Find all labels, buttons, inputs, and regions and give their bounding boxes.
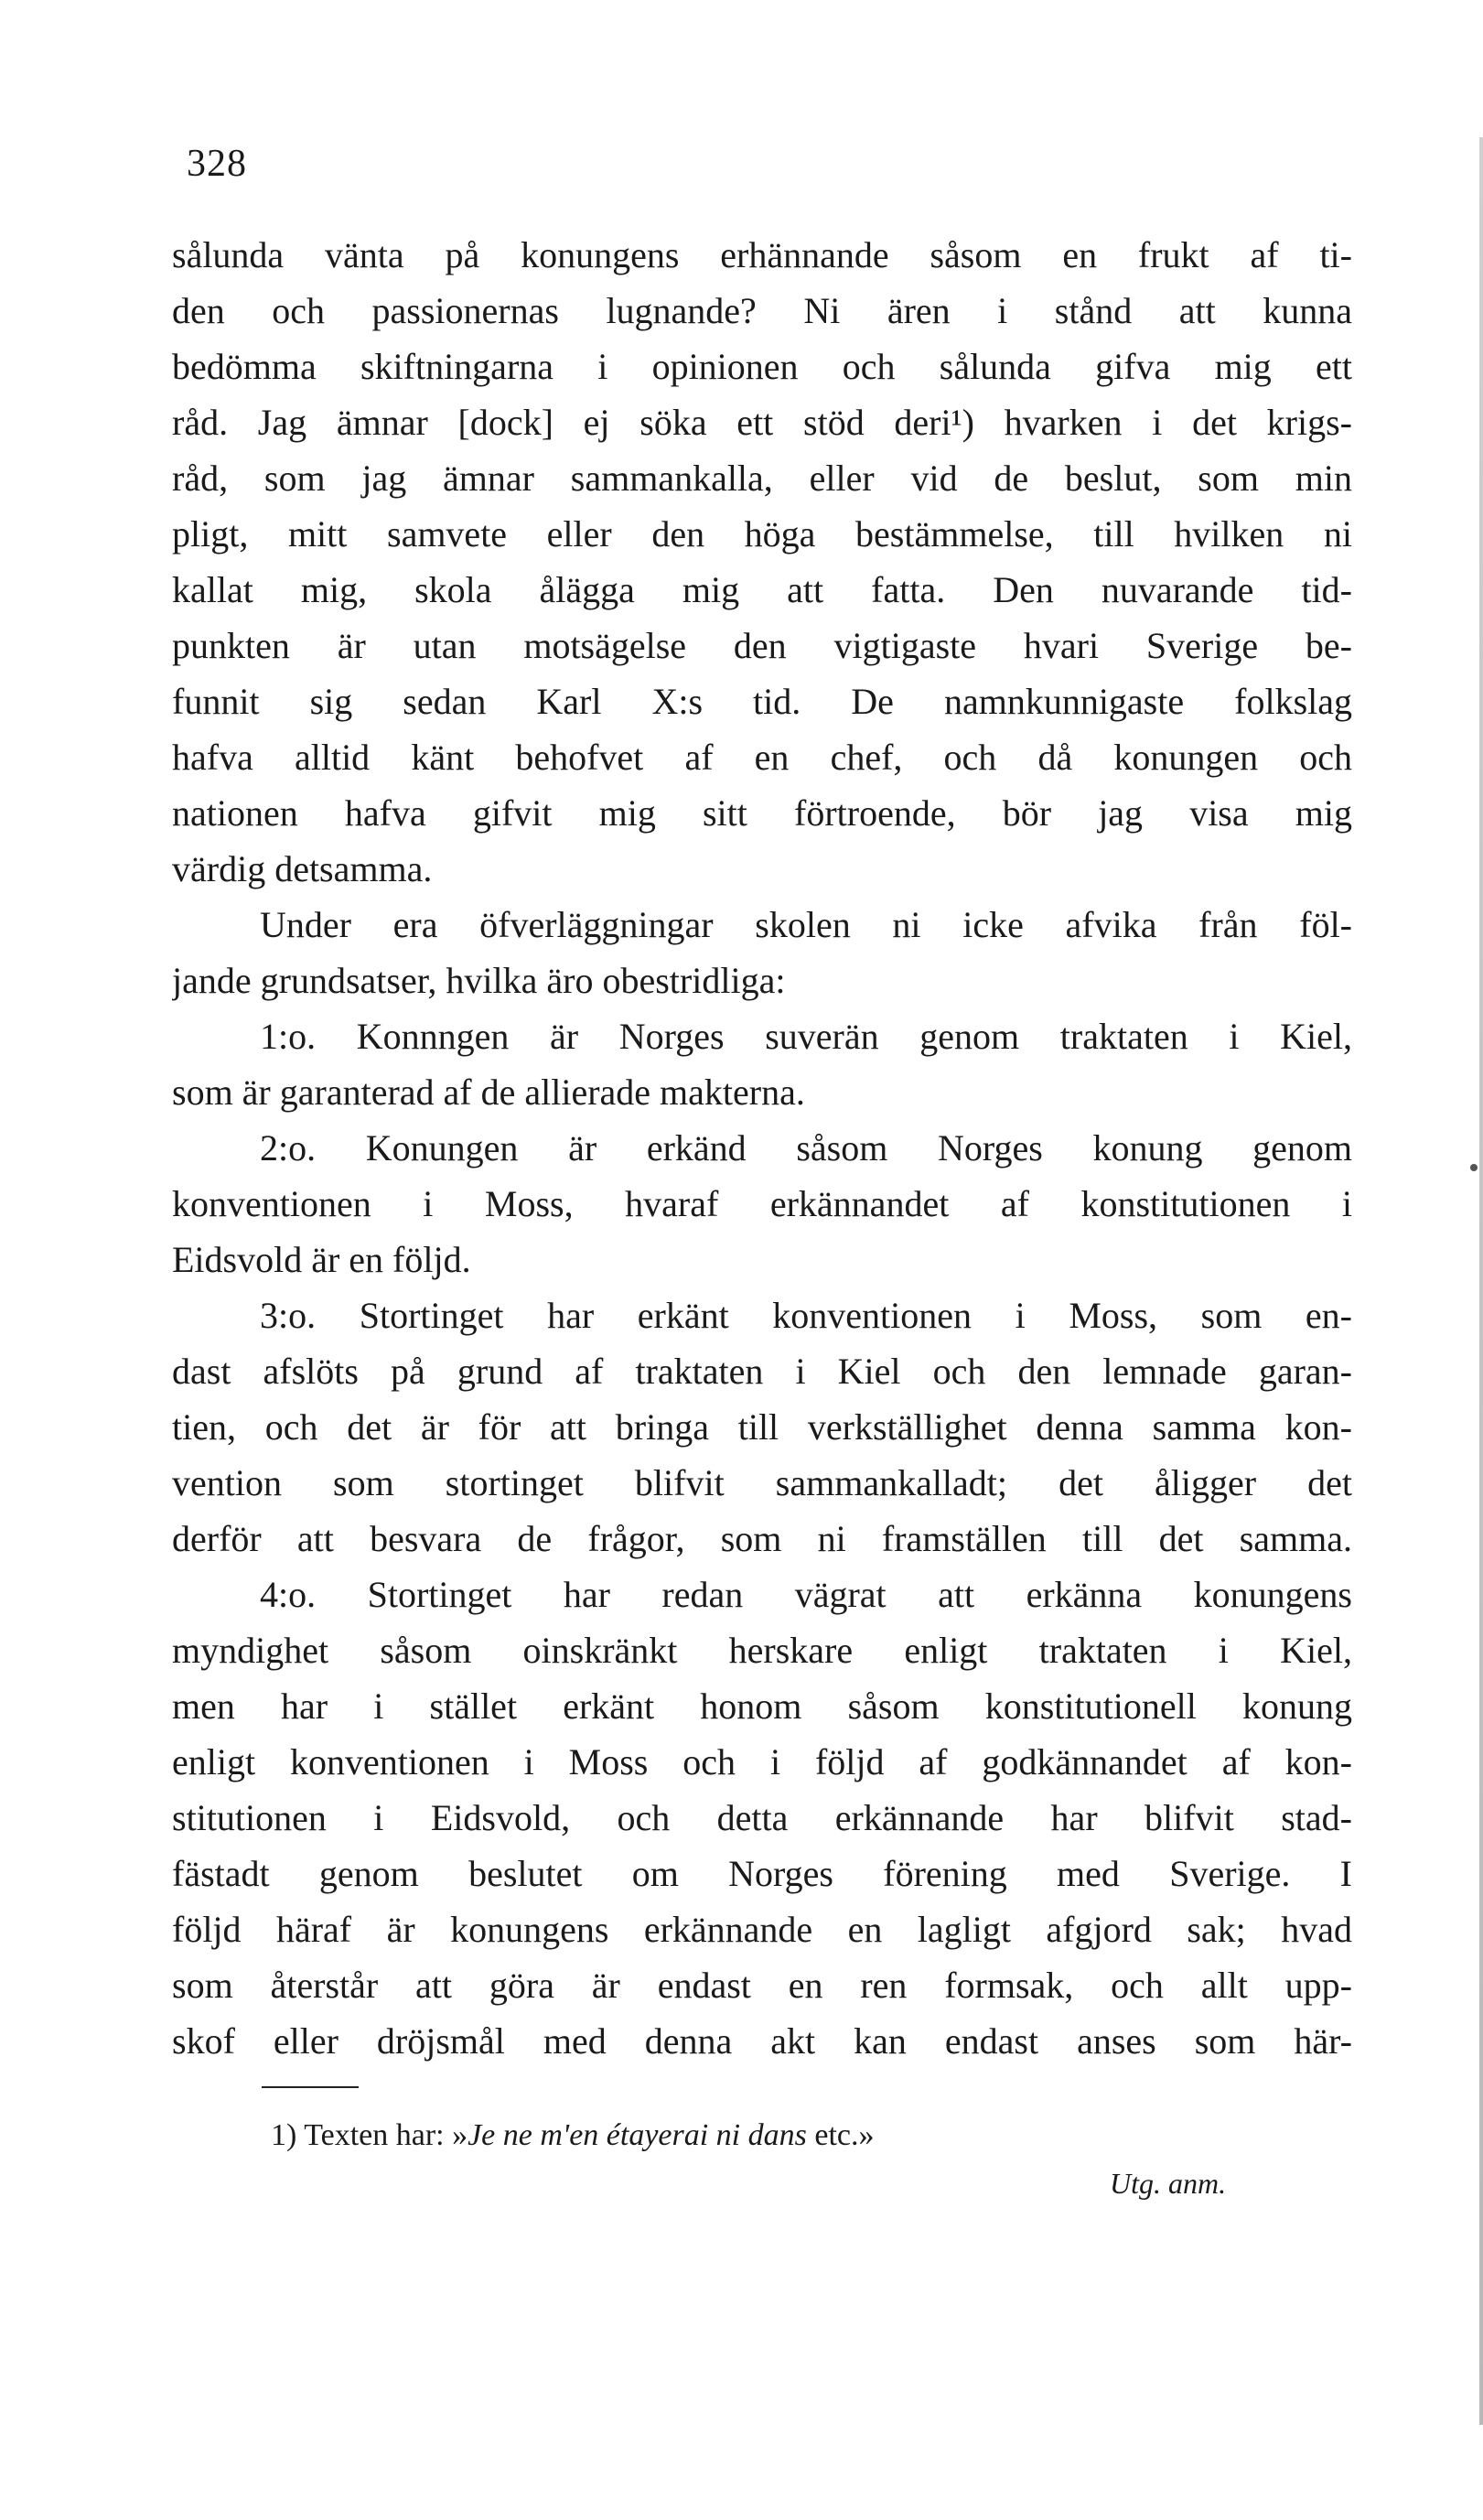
text-line: bedömma skiftningarna i opinionen och sålunda gifva mig ett [172, 346, 1352, 387]
text-line: pligt, mitt samvete eller den höga bestämmelse, till hvilken ni [172, 513, 1352, 555]
text-line: värdig detsamma. [172, 848, 433, 889]
text-line: fästadt genom beslutet om Norges förening med Sverige. I [172, 1853, 1352, 1894]
text-line: vention som stortinget blifvit sammankalladt; det åligger det [172, 1462, 1352, 1503]
text-line: som är garanterad af de allierade makterna. [172, 1072, 805, 1113]
text-line: funnit sig sedan Karl X:s tid. De namnkunnigaste folkslag [172, 681, 1352, 722]
footnote-quote: Je ne m'en étayerai ni dans [467, 2118, 807, 2152]
footnote [271, 2114, 875, 2158]
text-line: hafva alltid känt behofvet af en chef, och då konungen och [172, 737, 1352, 778]
text-line: jande grundsatser, hvilka äro obestridliga: [172, 960, 786, 1001]
text-line: Under era öfverläggningar skolen ni icke afvika från föl- [260, 904, 1352, 945]
footnote-marker: 1) Texten har: » [271, 2118, 468, 2152]
text-line: myndighet såsom oinskränkt herskare enligt traktaten i Kiel, [172, 1630, 1352, 1671]
text-line: nationen hafva gifvit mig sitt förtroende, bör jag visa mig [172, 792, 1352, 834]
body-text [172, 227, 1352, 2069]
text-line: skof eller dröjsmål med denna akt kan endast anses som här- [172, 2020, 1352, 2062]
footnote-tail: etc.» [806, 2118, 875, 2152]
text-line: råd. Jag ämnar [dock] ej söka ett stöd deri¹) hvarken i det krigs- [172, 402, 1352, 443]
text-line: 1:o. Konnngen är Norges suverän genom traktaten i Kiel, [260, 1016, 1352, 1057]
text-line: punkten är utan motsägelse den vigtigaste hvari Sverige be- [172, 625, 1352, 666]
text-line: Eidsvold är en följd. [172, 1239, 471, 1280]
text-line: råd, som jag ämnar sammankalla, eller vid de beslut, som min [172, 458, 1352, 499]
text-line: 4:o. Stortinget har redan vägrat att erkänna konungens [260, 1574, 1352, 1615]
text-line: följd häraf är konungens erkännande en lagligt afgjord sak; hvad [172, 1909, 1352, 1950]
text-line: den och passionernas lugnande? Ni ären i stånd att kunna [172, 290, 1352, 331]
text-line: men har i stället erkänt honom såsom konstitutionell konung [172, 1685, 1352, 1727]
text-line: konventionen i Moss, hvaraf erkännandet af konstitutionen i [172, 1183, 1352, 1224]
text-line: stitutionen i Eidsvold, och detta erkännande har blifvit stad- [172, 1797, 1352, 1838]
page-speck [1470, 1164, 1478, 1171]
text-line: dast afslöts på grund af traktaten i Kiel och den lemnade garan- [172, 1351, 1352, 1392]
text-line: sålunda vänta på konungens erhännande såsom en frukt af ti- [172, 234, 1352, 275]
text-line: kallat mig, skola ålägga mig att fatta. Den nuvarande tid- [172, 569, 1352, 610]
text-line: 2:o. Konungen är erkänd såsom Norges konung genom [260, 1127, 1352, 1168]
page-edge-shadow [1479, 137, 1483, 2425]
text-line: 3:o. Stortinget har erkänt konventionen i Moss, som en- [260, 1295, 1352, 1336]
footnote-divider [262, 2086, 359, 2088]
text-line: derför att besvara de frågor, som ni framställen till det samma. [172, 1518, 1352, 1559]
text-line: som återstår att göra är endast en ren formsak, och allt upp- [172, 1965, 1352, 2006]
page-number: 328 [187, 143, 247, 185]
text-line: tien, och det är för att bringa till verkställighet denna samma kon- [172, 1406, 1352, 1448]
footnote-credit: Utg. anm. [1110, 2167, 1227, 2200]
text-line: enligt konventionen i Moss och i följd af godkännandet af kon- [172, 1741, 1352, 1782]
